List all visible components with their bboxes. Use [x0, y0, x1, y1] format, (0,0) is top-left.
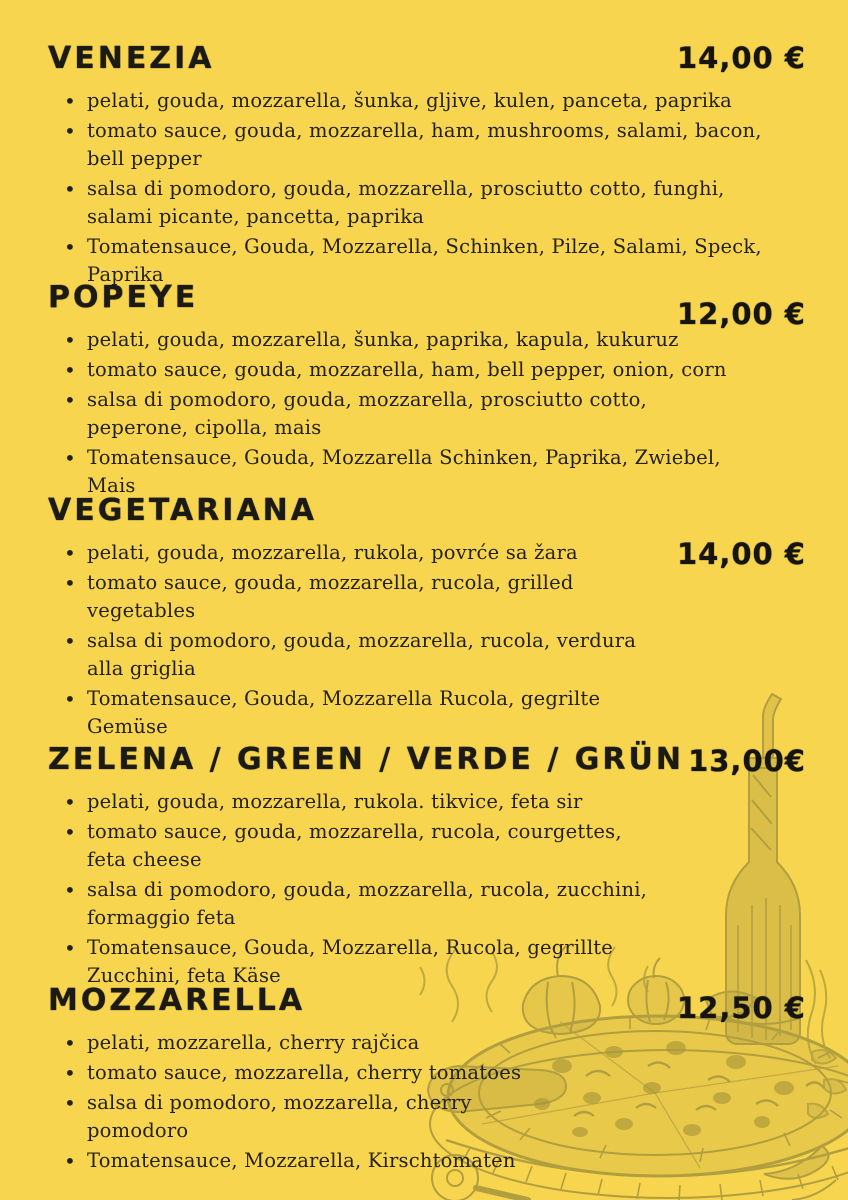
section-items	[48, 788, 806, 990]
bullet-icon: •	[64, 388, 76, 412]
menu-item	[48, 1089, 806, 1145]
menu-item	[48, 356, 806, 384]
section-title: ZELENA / GREEN / VERDE / GRÜN	[48, 742, 684, 777]
bullet-icon: •	[64, 358, 76, 382]
bullet-icon: •	[64, 571, 76, 595]
bullet-icon: •	[64, 541, 76, 565]
menu-section	[48, 743, 806, 992]
section-header	[48, 42, 806, 78]
section-price: 12,00 €	[676, 297, 806, 331]
bullet-icon: •	[64, 328, 76, 352]
menu-item	[48, 818, 806, 874]
section-price: 14,00 €	[676, 537, 806, 571]
bullet-icon: •	[64, 89, 76, 113]
section-items	[48, 326, 806, 500]
menu-item	[48, 117, 806, 173]
section-header	[48, 983, 806, 1025]
menu-section	[48, 42, 806, 291]
section-title: VENEZIA	[48, 41, 215, 76]
bullet-icon: •	[64, 936, 76, 960]
bullet-icon: •	[64, 446, 76, 470]
menu-item-text: Tomatensauce, Gouda, Mozzarella Schinken, Paprika, Zwiebel, Mais	[87, 446, 721, 497]
menu-item	[48, 1147, 806, 1175]
section-items	[48, 87, 806, 289]
bullet-icon: •	[64, 878, 76, 902]
section-title: POPEYE	[48, 280, 199, 315]
menu-item-text: Tomatensauce, Gouda, Mozzarella Rucola, gegrilte Gemüse	[87, 687, 601, 738]
menu-item-text: salsa di pomodoro, gouda, mozzarella, prosciutto cotto, funghi, salami picante, pancetta, paprika	[87, 177, 725, 228]
menu-item	[48, 87, 806, 115]
bullet-icon: •	[64, 1149, 76, 1173]
menu-item	[48, 627, 806, 683]
menu-item-text: Tomatensauce, Mozzarella, Kirschtomaten	[87, 1149, 516, 1172]
menu-item-text: pelati, gouda, mozzarella, šunka, paprika, kapula, kukuruz	[87, 328, 679, 351]
section-items	[48, 1029, 806, 1175]
menu-item	[48, 876, 806, 932]
menu-item-text: salsa di pomodoro, gouda, mozzarella, rucola, verdura alla griglia	[87, 629, 637, 680]
bullet-icon: •	[64, 1061, 76, 1085]
bullet-icon: •	[64, 820, 76, 844]
menu-item-text: tomato sauce, gouda, mozzarella, rucola, grilled vegetables	[87, 571, 574, 622]
section-header	[48, 743, 806, 779]
section-title: VEGETARIANA	[48, 493, 317, 528]
menu-item-text: pelati, gouda, mozzarella, rukola, povrće sa žara	[87, 541, 578, 564]
menu-item	[48, 788, 806, 816]
menu-item	[48, 175, 806, 231]
menu-item-text: tomato sauce, mozzarella, cherry tomatoes	[87, 1061, 522, 1084]
menu-item	[48, 934, 806, 990]
bullet-icon: •	[64, 235, 76, 259]
menu-item-text: salsa di pomodoro, mozzarella, cherry pomodoro	[87, 1091, 472, 1142]
bullet-icon: •	[64, 1091, 76, 1115]
menu-item-text: tomato sauce, gouda, mozzarella, rucola, courgettes, feta cheese	[87, 820, 622, 871]
bullet-icon: •	[64, 687, 76, 711]
menu-item-text: tomato sauce, gouda, mozzarella, ham, mushrooms, salami, bacon, bell pepper	[87, 119, 762, 170]
menu-item-text: pelati, gouda, mozzarella, rukola. tikvice, feta sir	[87, 790, 583, 813]
section-header	[48, 280, 806, 331]
menu-item	[48, 685, 806, 741]
menu-section	[48, 281, 806, 502]
menu-item	[48, 569, 806, 625]
bullet-icon: •	[64, 177, 76, 201]
menu-section	[48, 984, 806, 1177]
menu-item-text: Tomatensauce, Gouda, Mozzarella, Rucola, gegrillte Zucchini, feta Käse	[87, 936, 614, 987]
menu-item	[48, 1059, 806, 1087]
menu-item-text: salsa di pomodoro, gouda, mozzarella, prosciutto cotto, peperone, cipolla, mais	[87, 388, 647, 439]
bullet-icon: •	[64, 790, 76, 814]
menu-item-text: tomato sauce, gouda, mozzarella, ham, bell pepper, onion, corn	[87, 358, 727, 381]
menu-item	[48, 444, 806, 500]
menu-section	[48, 494, 806, 743]
menu-item-text: salsa di pomodoro, gouda, mozzarella, rucola, zucchini, formaggio feta	[87, 878, 648, 929]
menu-item-text: pelati, gouda, mozzarella, šunka, gljive, kulen, panceta, paprika	[87, 89, 733, 112]
menu-item-text: pelati, mozzarella, cherry rajčica	[87, 1031, 420, 1054]
section-title: MOZZARELLA	[48, 983, 306, 1018]
menu-item	[48, 386, 806, 442]
bullet-icon: •	[64, 629, 76, 653]
section-price: 13,00€	[688, 744, 806, 778]
bullet-icon: •	[64, 119, 76, 143]
section-price: 14,00 €	[676, 41, 806, 75]
bullet-icon: •	[64, 1031, 76, 1055]
section-price: 12,50 €	[676, 991, 806, 1025]
menu-item-text: Tomatensauce, Gouda, Mozzarella, Schinken, Pilze, Salami, Speck, Paprika	[87, 235, 762, 286]
menu-item	[48, 1029, 806, 1057]
